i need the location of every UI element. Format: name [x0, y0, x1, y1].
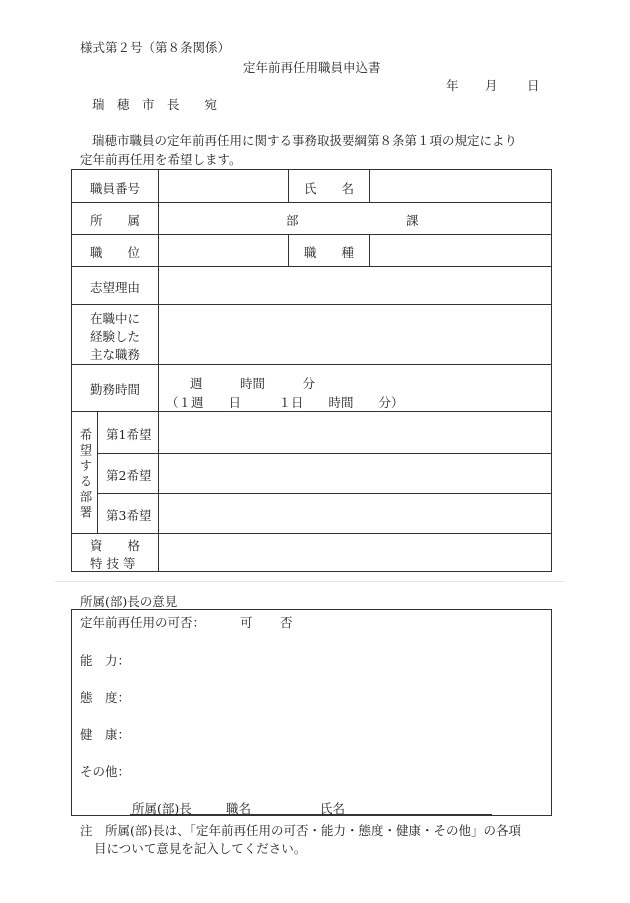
desired-dept-label: 希望する部署: [78, 428, 93, 521]
employee-number-label: 職員番号: [90, 181, 141, 196]
note-line-2: 目について意見を記入してください。: [94, 841, 307, 856]
signature-head-label: 所属(部)長: [132, 801, 192, 816]
name-label: 氏 名: [304, 181, 355, 196]
job-type-label: 職 種: [304, 245, 355, 260]
work-hours-line-2: （１週 日 １日 時間 分）: [166, 395, 404, 410]
opinion-heading: 所属(部)長の意見: [80, 594, 178, 609]
suitability-no[interactable]: 否: [280, 615, 293, 630]
reason-label: 志望理由: [90, 280, 141, 295]
date-month-label: 月: [485, 78, 498, 93]
choice-3-label: 第3希望: [106, 508, 152, 523]
note-line-1: 注 所属(部)長は、「定年前再任用の可否・能力・態度・健康・その他」の各項: [80, 823, 522, 838]
signature-line: [130, 814, 492, 815]
attitude-label: 態 度：: [80, 690, 131, 705]
qualifications-field[interactable]: [159, 534, 551, 571]
other-label: その他：: [80, 764, 131, 779]
work-hours-line-1: 週 時間 分: [190, 376, 316, 391]
qualifications-label-2: 特 技 等: [90, 556, 136, 571]
form-number: 様式第２号（第８条関係）: [80, 40, 231, 55]
affiliation-label: 所 属: [90, 213, 141, 228]
suitability-label: 定年前再任用の可否：: [80, 615, 206, 630]
intro-line-2: 定年前再任用を希望します。: [80, 152, 242, 167]
form-title: 定年前再任用職員申込書: [243, 60, 381, 75]
qualifications-label-1: 資 格: [90, 538, 141, 553]
name-field[interactable]: [370, 170, 551, 202]
choice-2-field[interactable]: [159, 454, 551, 493]
position-field[interactable]: [159, 235, 288, 266]
addressee: 瑞 穂 市 長 宛: [92, 97, 218, 112]
job-type-field[interactable]: [370, 235, 551, 266]
work-hours-label: 勤務時間: [90, 382, 141, 397]
position-label: 職 位: [90, 245, 141, 260]
date-day-label: 日: [527, 78, 540, 93]
reason-field[interactable]: [159, 267, 551, 304]
experience-field[interactable]: [159, 305, 551, 364]
experience-label-2: 経験した: [90, 329, 141, 344]
signature-position-label: 職名: [226, 801, 252, 816]
section-label: 課: [406, 213, 419, 228]
ability-label: 能 力：: [80, 653, 131, 668]
signature-name-label: 氏名: [320, 801, 346, 816]
experience-label-1: 在職中に: [90, 311, 141, 326]
dept-label: 部: [286, 213, 299, 228]
date-year-label: 年: [446, 78, 459, 93]
choice-3-field[interactable]: [159, 494, 551, 533]
choice-2-label: 第2希望: [106, 468, 152, 483]
experience-label-3: 主な職務: [90, 347, 141, 362]
health-label: 健 康：: [80, 727, 131, 742]
intro-line-1: 瑞穂市職員の定年前再任用に関する事務取扱要綱第８条第１項の規定により: [92, 133, 518, 148]
choice-1-label: 第1希望: [106, 427, 152, 442]
section-divider: [55, 581, 565, 582]
choice-1-field[interactable]: [159, 412, 551, 453]
employee-number-field[interactable]: [159, 170, 288, 202]
suitability-yes[interactable]: 可: [240, 615, 253, 630]
